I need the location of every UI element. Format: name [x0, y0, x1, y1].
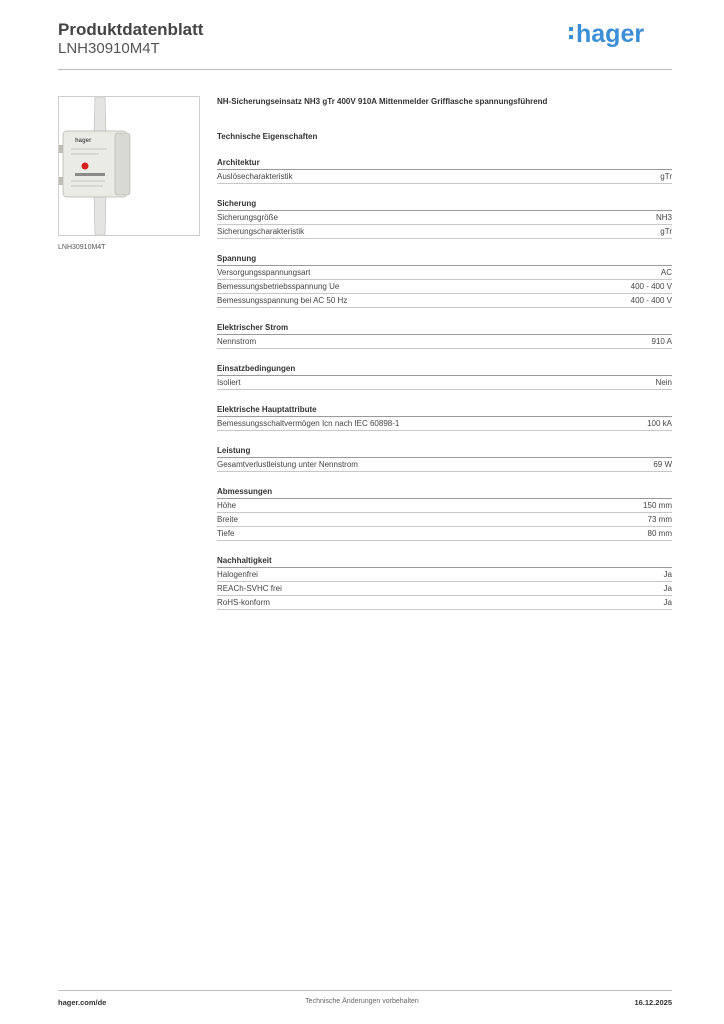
spec-value: 80 mm: [647, 529, 672, 538]
group-title: Leistung: [217, 446, 672, 458]
spec-label: Breite: [217, 515, 238, 524]
fuse-illustration: [59, 97, 199, 235]
spec-row: [217, 266, 672, 280]
footer-note: Technische Änderungen vorbehalten: [305, 998, 419, 1005]
spec-row: [217, 596, 672, 610]
spec-row: [217, 225, 672, 239]
spec-value: NH3: [655, 213, 672, 222]
spec-value: gTr: [660, 227, 672, 236]
spec-row: [217, 417, 672, 431]
spec-label: Gesamtverlustleistung unter Nennstrom: [217, 460, 358, 469]
spec-value: gTr: [660, 172, 672, 181]
spec-value: 100 kA: [647, 419, 672, 428]
spec-value: Ja: [663, 584, 672, 593]
spec-row: [217, 458, 672, 472]
section-title: Technische Eigenschaften: [217, 132, 318, 141]
spec-group: [217, 364, 672, 390]
spec-value: 400 - 400 V: [630, 296, 672, 305]
spec-row: [217, 582, 672, 596]
group-title: Elektrischer Strom: [217, 323, 672, 335]
hager-logo: [568, 17, 658, 49]
spec-value: 150 mm: [643, 501, 672, 510]
spec-value: 69 W: [653, 460, 672, 469]
spec-value: AC: [660, 268, 672, 277]
spec-group: [217, 199, 672, 239]
product-image: [58, 96, 200, 236]
spec-content: [217, 97, 672, 610]
spec-group: [217, 254, 672, 308]
spec-groups: [217, 158, 672, 610]
spec-row: [217, 170, 672, 184]
group-title: Nachhaltigkeit: [217, 556, 672, 568]
spec-group: [217, 323, 672, 349]
spec-value: 910 A: [651, 337, 672, 346]
product-description: NH-Sicherungseinsatz NH3 gTr 400V 910A Mittenmelder Grifflasche spannungsführend: [217, 97, 548, 106]
page-title: Produktdatenblatt: [58, 20, 204, 39]
group-title: Abmessungen: [217, 487, 672, 499]
spec-group: [217, 487, 672, 541]
product-code: LNH30910M4T: [58, 40, 160, 57]
spec-row: [217, 335, 672, 349]
group-title: Architektur: [217, 158, 672, 170]
spec-value: Ja: [663, 570, 672, 579]
spec-row: [217, 513, 672, 527]
group-title: Elektrische Hauptattribute: [217, 405, 672, 417]
spec-row: [217, 280, 672, 294]
spec-label: Isoliert: [217, 378, 241, 387]
spec-label: Tiefe: [217, 529, 235, 538]
spec-label: Sicherungsgröße: [217, 213, 278, 222]
spec-label: Auslösecharakteristik: [217, 172, 293, 181]
footer-date: 16.12.2025: [634, 998, 672, 1007]
spec-group: [217, 405, 672, 431]
spec-value: 400 - 400 V: [630, 282, 672, 291]
spec-label: Versorgungsspannungsart: [217, 268, 311, 277]
spec-label: RoHS-konform: [217, 598, 270, 607]
spec-row: [217, 211, 672, 225]
footer-website[interactable]: hager.com/de: [58, 998, 107, 1007]
spec-value: 73 mm: [647, 515, 672, 524]
spec-row: [217, 568, 672, 582]
svg-text:hager: hager: [576, 20, 645, 48]
group-title: Spannung: [217, 254, 672, 266]
spec-group: [217, 556, 672, 610]
spec-label: Bemessungsspannung bei AC 50 Hz: [217, 296, 348, 305]
spec-row: [217, 527, 672, 541]
svg-text:hager: hager: [75, 138, 92, 144]
spec-label: REACh-SVHC frei: [217, 584, 282, 593]
spec-row: [217, 499, 672, 513]
spec-label: Höhe: [217, 501, 237, 510]
header-divider: [58, 69, 672, 70]
spec-label: Nennstrom: [217, 337, 257, 346]
image-caption: LNH30910M4T: [58, 244, 106, 251]
group-title: Einsatzbedingungen: [217, 364, 672, 376]
spec-value: Ja: [663, 598, 672, 607]
spec-value: Nein: [655, 378, 672, 387]
spec-label: Sicherungscharakteristik: [217, 227, 305, 236]
spec-label: Bemessungsschaltvermögen Icn nach IEC 60898-1: [217, 419, 400, 428]
spec-group: [217, 158, 672, 184]
spec-row: [217, 294, 672, 308]
spec-label: Bemessungsbetriebsspannung Ue: [217, 282, 340, 291]
spec-row: [217, 376, 672, 390]
group-title: Sicherung: [217, 199, 672, 211]
spec-group: [217, 446, 672, 472]
footer-divider: [58, 990, 672, 991]
spec-label: Halogenfrei: [217, 570, 258, 579]
